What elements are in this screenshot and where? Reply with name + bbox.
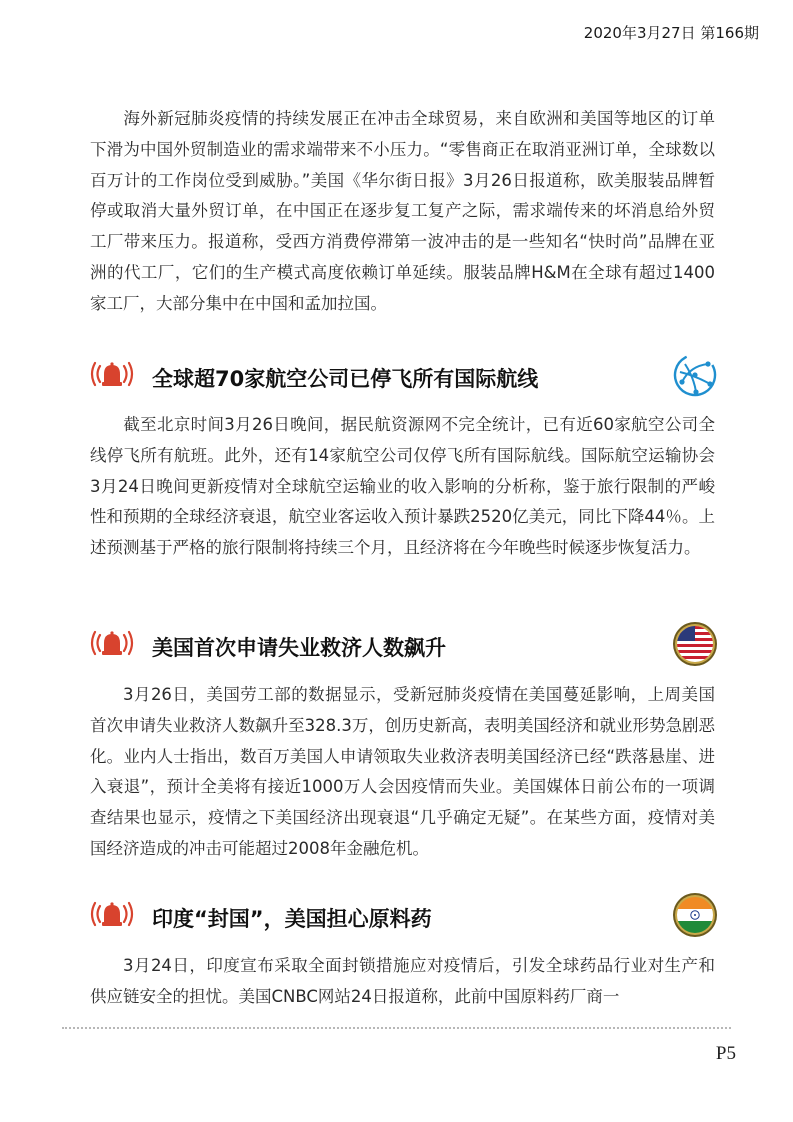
intro-paragraph <box>90 104 715 320</box>
us-flag-icon <box>672 621 718 667</box>
alarm-bell-icon <box>90 629 134 659</box>
section-title: 印度“封国”，美国担心原料药 <box>152 907 432 931</box>
section-heading-airlines <box>90 354 715 398</box>
issue-date: 2020年3月27日 第166期 <box>583 24 759 42</box>
section-text: 3月24日，印度宣布采取全面封锁措施应对疫情后，引发全球药品行业对生产和供应链安全的担忧。美国CNBC网站24日报道称，此前中国原料药厂商一 <box>90 956 715 1006</box>
alarm-bell-icon <box>90 360 134 390</box>
footer-divider <box>62 1027 731 1029</box>
section-title: 美国首次申请失业救济人数飙升 <box>152 636 446 660</box>
section-text: 3月26日，美国劳工部的数据显示，受新冠肺炎疫情在美国蔓延影响，上周美国首次申请失业救济人数飙升至328.3万，创历史新高，表明美国经济和就业形势急剧恶化。业内人士指出，数百万美国人申请领取失业救济表明美国经济已经“跌落悬崖、进入衰退”，预计全美将有接近1000万人会因疫情而失业。美国媒体日前公布的一项调查结果也显示，疫情之下美国经济出现衰退“几乎确定无疑”。在某些方面，疫情对美国经济造成的冲击可能超过2008年金融危机。 <box>90 685 715 858</box>
section-paragraph-airlines <box>90 410 715 564</box>
section-text: 截至北京时间3月26日晚间，据民航资源网不完全统计，已有近60家航空公司全线停飞所有航班。此外，还有14家航空公司仅停飞所有国际航线。国际航空运输协会3月24日晚间更新疫情对全球航空运输业的收入影响的分析称，鉴于旅行限制的严峻性和预期的全球经济衰退，航空业客运收入预计暴跌2520亿美元，同比下降44％。上述预测基于严格的旅行限制将持续三个月，且经济将在今年晚些时候逐步恢复活力。 <box>90 415 715 558</box>
section-heading-unemployment <box>90 623 715 667</box>
intro-text: 海外新冠肺炎疫情的持续发展正在冲击全球贸易，来自欧洲和美国等地区的订单下滑为中国外贸制造业的需求端带来不小压力。“零售商正在取消亚洲订单，全球数以百万计的工作岗位受到威胁。”美国《华尔街日报》3月26日报道称，欧美服装品牌暂停或取消大量外贸订单，在中国正在逐步复工复产之际，需求端传来的坏消息给外贸工厂带来压力。报道称，受西方消费停滞第一波冲击的是一些知名“快时尚”品牌在亚洲的代工厂，它们的生产模式高度依赖订单延续。服装品牌H&M在全球有超过1400家工厂，大部分集中在中国和孟加拉国。 <box>90 109 715 313</box>
globe-network-icon <box>672 352 718 398</box>
section-heading-india <box>90 894 715 938</box>
section-title: 全球超70家航空公司已停飞所有国际航线 <box>152 367 539 391</box>
alarm-bell-icon <box>90 900 134 930</box>
page-number: P5 <box>715 1043 736 1064</box>
section-paragraph-india <box>90 951 715 1013</box>
section-paragraph-unemployment <box>90 680 715 865</box>
india-flag-icon <box>672 892 718 938</box>
